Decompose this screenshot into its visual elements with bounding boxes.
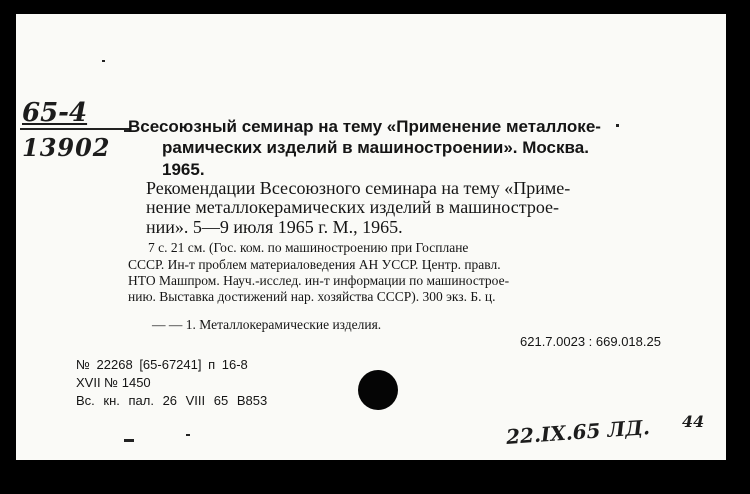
- scan-speck: [186, 434, 190, 436]
- subject-heading: — — 1. Металлокерамические изделия.: [152, 317, 382, 332]
- catalog-card: [16, 14, 726, 460]
- title-line-3: нии». 5—9 июля 1965 г. М., 1965.: [146, 217, 403, 237]
- title-line-2: нение металлокерамических изделий в машинострое-: [146, 197, 560, 217]
- footer-line-2: XVII № 1450: [76, 375, 151, 390]
- note-line-3: НТО Машпром. Науч.-исслед. ин-т информации по машинострое-: [128, 273, 510, 288]
- heading-line-1: Всесоюзный семинар на тему «Применение металлоке-: [128, 117, 601, 136]
- handwritten-date-signature: 22.IX.65 ЛД.: [505, 415, 651, 449]
- note-line-4: нию. Выставка достижений нар. хозяйства СССР). 300 экз. Б. ц.: [128, 289, 496, 304]
- heading-line-3: 1965.: [162, 160, 205, 179]
- udc-classification: 621.7.0023 : 669.018.25: [520, 334, 661, 349]
- footer-line-3: Вс. кн. пал. 26 VIII 65 В853: [76, 393, 268, 408]
- title-line-1: Рекомендации Всесоюзного семинара на тему «Приме-: [146, 178, 571, 198]
- handwritten-code-bottom: 13902: [22, 133, 111, 162]
- handwritten-corner-mark: 44: [682, 412, 705, 431]
- handwritten-code-top: 65-4: [22, 98, 88, 128]
- note-line-2: СССР. Ин-т проблем материаловедения АН УССР. Центр. правл.: [128, 257, 501, 272]
- collation-line: 7 с. 21 см. (Гос. ком. по машиностроению при Госплане: [148, 240, 469, 255]
- underline-stroke: [20, 128, 130, 130]
- scan-speck: [124, 439, 134, 442]
- scan-speck: [102, 60, 105, 62]
- scan-speck: [616, 124, 619, 127]
- ink-stamp: [358, 370, 398, 410]
- footer-line-1: № 22268 [65-67241] п 16-8: [76, 357, 248, 372]
- heading-line-2: рамических изделий в машиностроении». Москва.: [162, 138, 589, 157]
